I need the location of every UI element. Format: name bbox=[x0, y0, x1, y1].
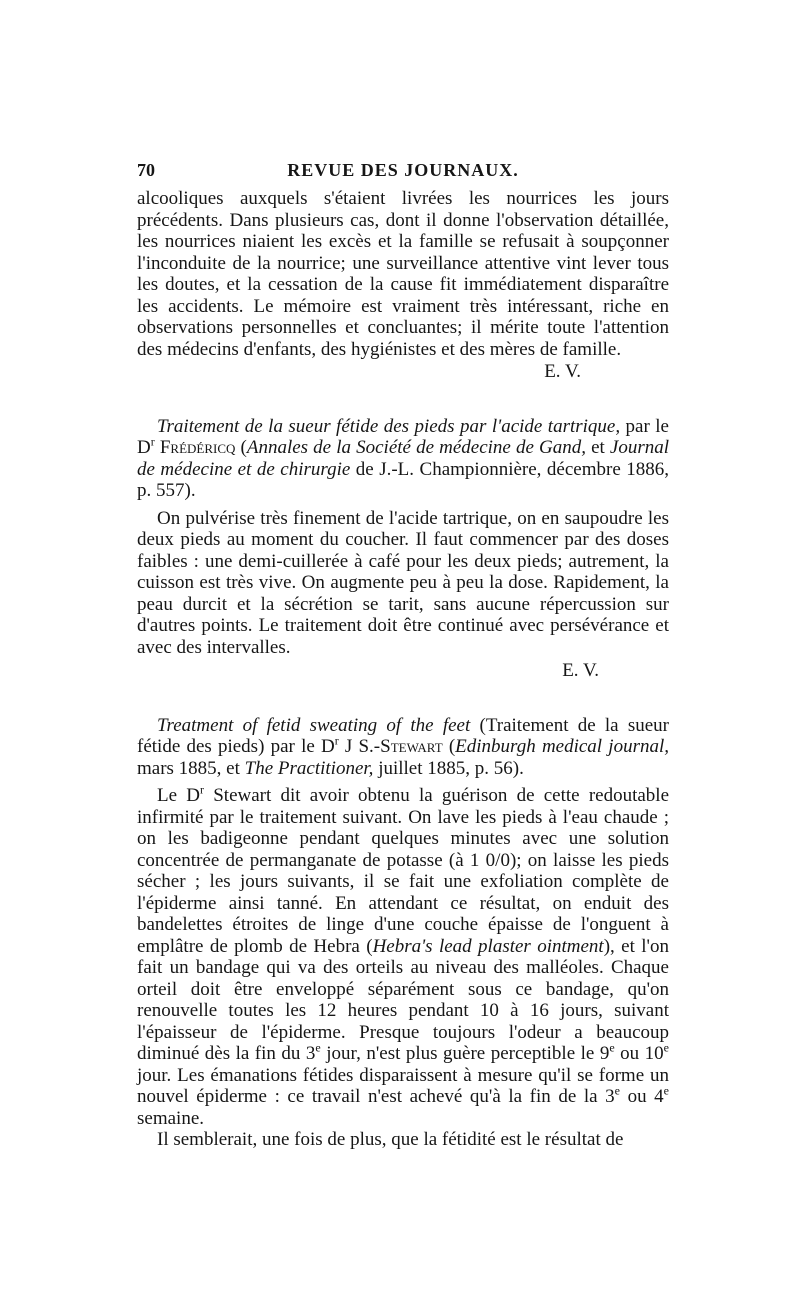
signature-initials: E. V. bbox=[562, 660, 599, 681]
page-number: 70 bbox=[137, 160, 155, 180]
page bbox=[137, 160, 669, 1151]
article-citation: Treatment of fetid sweating of the feet (Traitement de la sueur fétide des pieds) par le $D^r$ J S.-Stewart (Edinburgh medical journal, mars 1885, et The Practitioner, juillet 1885, p. 56). bbox=[137, 714, 669, 779]
article-body: On pulvérise très finement de l'acide tartrique, on en saupoudre les deux pieds au moment du coucher. Il faut commencer par des doses faibles : une demi-cuillerée à café pour les deux pieds; autrement, la cuisson est très vive. On augmente peu à peu la dose. Rapidement, la peau durcit et la sécrétion se tarit, sans aucune répercussion sur d'autres points. Le traitement doit être continué avec persévérance et avec des intervalles. bbox=[137, 507, 669, 658]
journal-title: Annales de la Société de médecine de Gand, bbox=[246, 437, 586, 458]
journal-title: Edinburgh medical journal, bbox=[455, 736, 669, 757]
article-citation: Traitement de la sueur fétide des pieds par l'acide tartrique, par le $D^r$ Frédéricq (Annales de la Société de médecine de Gand, et Journal de médecine et de chirurgie de J.-L. Championnière, décembre 1886, p. 557). bbox=[137, 415, 670, 501]
author-name: Frédéricq bbox=[154, 437, 236, 458]
signature-initials: E. V. bbox=[544, 361, 581, 382]
article-title: Treatment of fetid sweating of the feet bbox=[157, 714, 471, 736]
running-header bbox=[137, 160, 669, 188]
article-body: Il semblerait, une fois de plus, que la fétidité est le résultat de bbox=[157, 1129, 624, 1150]
journal-title: The Practitioner, bbox=[244, 757, 374, 779]
article-title: Traitement de la sueur fétide des pieds par l'acide tartrique, bbox=[157, 415, 621, 437]
paragraph-continuation: alcooliques auxquels s'étaient livrées les nourrices les jours précédents. Dans plusieurs cas, dont il donne l'observation détaillée, les nourrices niaient les excès et la famille se refusait à soupçonner l'inconduite de la nourrice; une surveillance attentive vint lever tous les doutes, et la cessation de la cause fit immédiatement disparaître les accidents. Le mémoire est vraiment très intéressant, riche en observations personnelles et concluantes; il mérite toute l'attention des médecins d'enfants, des hygiénistes et des mères de famille. bbox=[137, 188, 669, 360]
running-title: REVUE DES JOURNAUX. bbox=[287, 160, 519, 180]
author-name: J S.-Stewart bbox=[338, 736, 443, 757]
article-body: Le $D^r$ Stewart dit avoir obtenu la guérison de cette redoutable infirmité par le traitement suivant. On lave les pieds à l'eau chaude ; on les badigeonne pendant quelques minutes avec une solution concentrée de permanganate de potasse (à 1 0/0); on laisse les pieds sécher ; les jours suivants, il se fait une exfoliation complète de l'épiderme ainsi tanné. En attendant ce résultat, on enduit des bandelettes étroites de linge d'une couche épaisse de l'onguent à emplâtre de plomb de Hebra (Hebra's lead plaster ointment), et l'on fait un bandage qui va des orteils au niveau des malléoles. Chaque orteil doit être enveloppé séparément sous ce bandage, qu'on renouvelle toutes les 12 heures pendant 10 à 16 jours, suivant l'épaisseur de l'épiderme. Presque toujours l'odeur a beaucoup diminué dès la fin du 3e jour, n'est plus guère perceptible le 9e ou 10e jour. Les émanations fétides disparaissent à mesure qu'il se forme un nouvel épiderme : ce travail n'est achevé qu'à la fin de la 3e ou 4e semaine. bbox=[137, 782, 670, 1129]
journal-title: Journal de médecine et de chirurgie bbox=[137, 437, 670, 480]
